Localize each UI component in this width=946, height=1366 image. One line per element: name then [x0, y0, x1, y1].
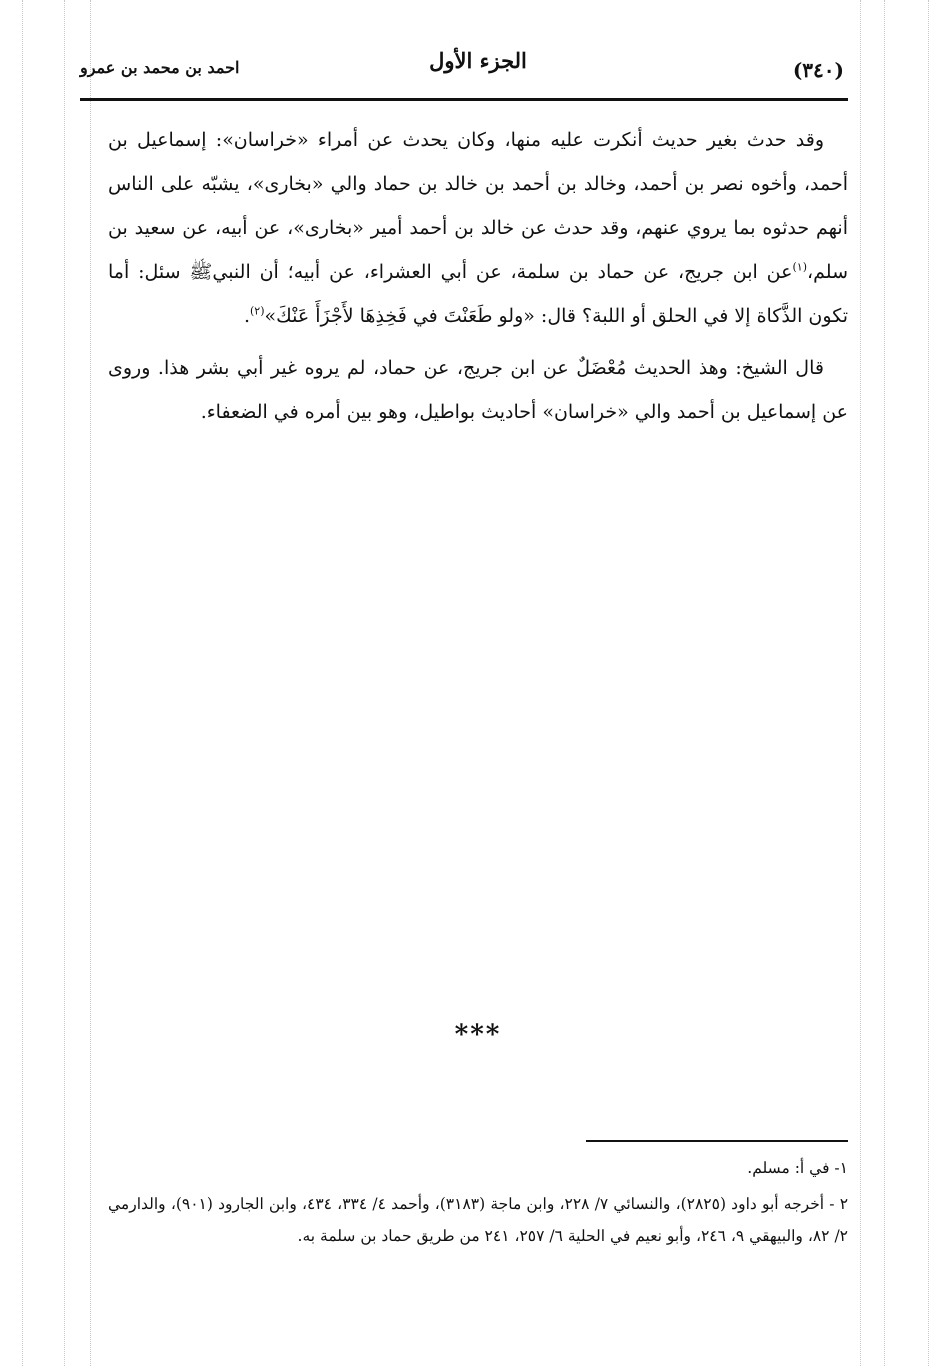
footnote-ref-2: (٢) — [250, 304, 265, 318]
header-volume: الجزء الأول — [429, 48, 527, 73]
paragraph-text: عن ابن جريج، عن حماد بن سلمة، عن أبي العشراء، عن أبيه؛ أن النبيﷺ سئل: أما تكون الذَّكاة إلا في الحلق أو اللبة؟ قال: «ولو طَعَنْتَ في فَخِذِهَا لأَجْزَأَ عَنْكَ» — [108, 261, 848, 327]
scan-guide-line — [928, 0, 929, 1366]
footnote-2: ٢ - أخرجه أبو داود (٢٨٢٥)، والنسائي ٧/ ٢٢٨، وابن ماجة (٣١٨٣)، وأحمد ٤/ ٣٣٤، ٤٣٤، وابن الجارود (٩٠١)، والدارمي ٢/ ٨٢، والبيهقي ٩، ٢٤٦، وأبو نعيم في الحلية ٦/ ٢٥٧، ٢٤١ من طريق حماد بن سلمة به. — [108, 1195, 849, 1245]
document-page — [80, 40, 849, 1340]
header-author: احمد بن محمد بن عمرو — [80, 58, 240, 77]
paragraph-text: . — [243, 305, 250, 327]
scan-guide-line — [860, 0, 861, 1366]
header-rule — [80, 98, 848, 101]
running-header — [80, 48, 848, 88]
paragraph — [108, 118, 848, 338]
paragraph-text: وقد حدث بغير حديث أنكرت عليه منها، وكان يحدث عن أمراء «خراسان»: إسماعيل بن أحمد، وأخوه نصر بن أحمد، وخالد بن أحمد بن خالد بن حماد والي «بخارى»، يشبّه على الناس أنهم حدثوه بما يروي عنهم، وقد حدث عن خالد بن أحمد أمير «بخارى»، عن أبيه، عن سعيد بن سلم، — [108, 129, 848, 283]
main-text — [108, 118, 848, 434]
scan-guide-line — [884, 0, 885, 1366]
scan-guide-line — [64, 0, 65, 1366]
paragraph — [108, 346, 848, 434]
footnotes — [108, 1152, 848, 1252]
scan-guide-line — [22, 0, 23, 1366]
section-separator: *** — [454, 1020, 502, 1050]
footnote-1: ١- في أ: مسلم. — [747, 1159, 848, 1177]
footnote-rule — [586, 1140, 848, 1142]
header-page-number: (٣٤٠) — [792, 58, 844, 82]
paragraph-text: قال الشيخ: وهذ الحديث مُعْضَلٌ عن ابن جريج، عن حماد، لم يروه غير أبي بشر هذا. وروى عن إسماعيل بن أحمد والي «خراسان» أحاديث بواطيل، وهو بين أمره في الضعفاء. — [108, 357, 848, 423]
footnote-ref-1: (١) — [792, 260, 807, 274]
scan-guide-line — [90, 0, 91, 1366]
